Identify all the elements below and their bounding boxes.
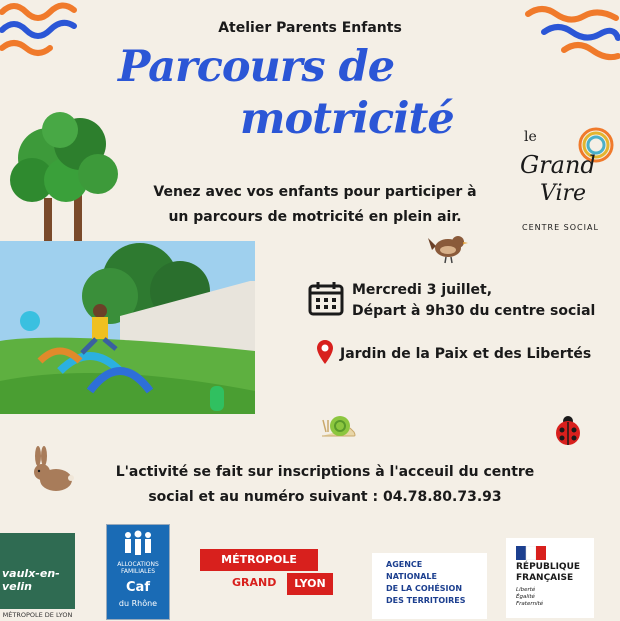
event-departure: Départ à 9h30 du centre social (352, 303, 596, 319)
page-title-line1: Parcours de (118, 42, 395, 92)
rabbit-icon (28, 446, 76, 494)
registration-line1: L'activité se fait sur inscriptions à l'acceuil du centre (115, 464, 535, 480)
rf-motto2: Égalité (516, 594, 535, 600)
caf-name: Caf (126, 580, 150, 595)
vaulx-name: vaulx-en-velin (2, 567, 60, 593)
intro-text (130, 180, 500, 230)
location-pin-icon (316, 339, 334, 365)
event-date: Mercredi 3 juillet, (352, 282, 493, 298)
bird-icon (428, 230, 468, 264)
activity-photo (0, 241, 255, 414)
event-location: Jardin de la Paix et des Libertés (340, 346, 592, 362)
metropole-top: MÉTROPOLE (200, 549, 318, 571)
caf-logo (106, 524, 170, 620)
anct-logo (372, 553, 487, 619)
registration-line2: social et au numéro suivant : 04.78.80.73.93 (148, 489, 502, 505)
event-subtitle: Atelier Parents Enfants (218, 20, 402, 36)
rf-motto1: Liberté (516, 587, 536, 593)
grand-vire-vire: Vire (540, 181, 587, 206)
vaulx-caption: MÉTROPOLE DE LYON (0, 609, 75, 621)
caf-line1: ALLOCATIONS (117, 561, 159, 568)
republique-francaise-logo (506, 538, 594, 618)
registration-text (100, 460, 550, 510)
grand-vire-logo (518, 125, 618, 237)
anct-line2: NATIONALE (386, 572, 437, 581)
caf-line2: FAMILIALES (120, 568, 156, 575)
rf-motto3: Fraternité (516, 601, 544, 607)
snail-icon (320, 410, 358, 440)
intro-line1: Venez avec vos enfants pour participer à (153, 184, 477, 200)
ladybug-icon (553, 414, 583, 446)
grand-vire-sub: CENTRE SOCIAL (522, 223, 599, 232)
family-icon (120, 529, 156, 557)
tree-icon (8, 108, 120, 248)
intro-line2: un parcours de motricité en plein air. (168, 209, 462, 225)
page-title-line2: motricité (240, 94, 454, 144)
grand-vire-le: le (524, 129, 537, 145)
caf-region: du Rhône (118, 599, 158, 608)
vaulx-en-velin-logo (0, 533, 75, 621)
rf-line2: FRANÇAISE (516, 573, 574, 583)
calendar-icon (308, 280, 344, 316)
anct-line4: DES TERRITOIRES (386, 596, 466, 605)
marianne-flag-icon (516, 546, 546, 560)
anct-line1: AGENCE (386, 560, 423, 569)
grand-vire-grand: Grand (520, 151, 596, 179)
metropole-lyon: LYON (287, 573, 333, 595)
anct-line3: DE LA COHÉSION (386, 584, 463, 593)
metropole-grand: GRAND (232, 576, 277, 589)
park-scene-image (0, 241, 255, 414)
rf-line1: RÉPUBLIQUE (516, 562, 581, 572)
